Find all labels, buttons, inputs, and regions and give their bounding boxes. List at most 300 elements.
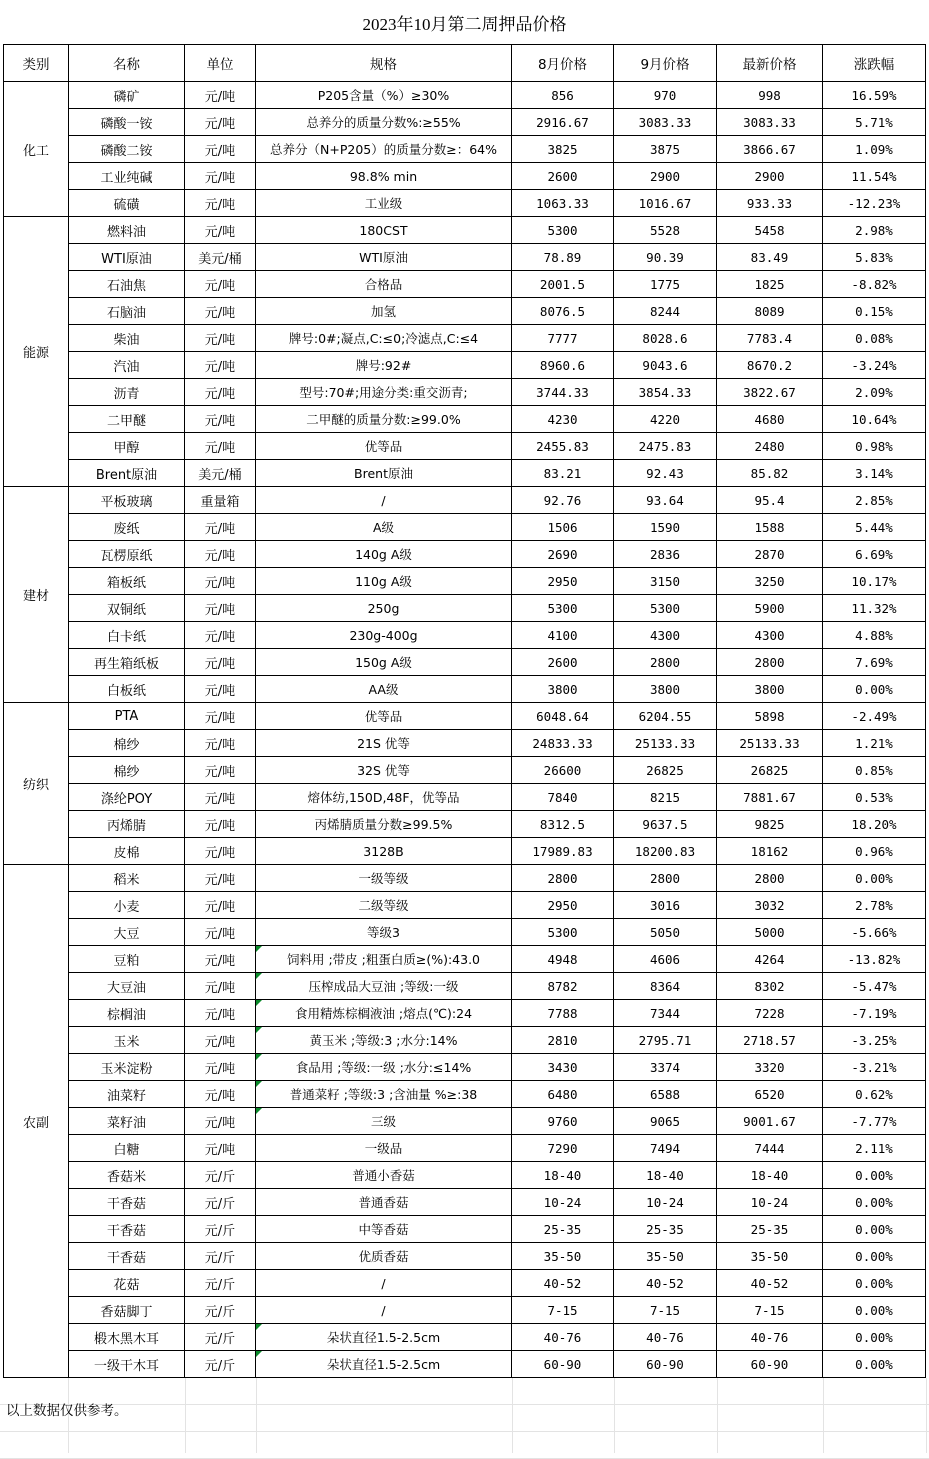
item-unit-cell[interactable]: 元/吨 — [185, 973, 256, 1000]
sep-price-cell[interactable]: 9043.6 — [614, 352, 717, 379]
item-unit-cell[interactable]: 元/吨 — [185, 352, 256, 379]
aug-price-cell[interactable]: 2600 — [512, 163, 614, 190]
aug-price-cell[interactable]: 2810 — [512, 1027, 614, 1054]
change-percent-cell[interactable]: 0.15% — [823, 298, 926, 325]
sep-price-cell[interactable]: 93.64 — [614, 487, 717, 514]
change-percent-cell[interactable]: 0.00% — [823, 1216, 926, 1243]
aug-price-cell[interactable]: 856 — [512, 82, 614, 109]
item-unit-cell[interactable]: 元/吨 — [185, 838, 256, 865]
item-spec-cell[interactable]: 98.8% min — [256, 163, 512, 190]
item-unit-cell[interactable]: 元/斤 — [185, 1243, 256, 1270]
aug-price-cell[interactable]: 2455.83 — [512, 433, 614, 460]
change-percent-cell[interactable]: 3.14% — [823, 460, 926, 487]
latest-price-cell[interactable]: 8089 — [717, 298, 823, 325]
item-name-cell[interactable]: 棉纱 — [69, 730, 185, 757]
item-name-cell[interactable]: 磷酸一铵 — [69, 109, 185, 136]
item-spec-cell[interactable]: 普通菜籽 ;等级:3 ;含油量 %≥:38 — [256, 1081, 512, 1108]
item-spec-cell[interactable]: 加氢 — [256, 298, 512, 325]
sep-price-cell[interactable]: 2475.83 — [614, 433, 717, 460]
change-percent-cell[interactable]: 0.00% — [823, 1324, 926, 1351]
item-unit-cell[interactable]: 元/吨 — [185, 622, 256, 649]
latest-price-cell[interactable]: 7444 — [717, 1135, 823, 1162]
change-percent-cell[interactable]: 0.00% — [823, 676, 926, 703]
aug-price-cell[interactable]: 8076.5 — [512, 298, 614, 325]
latest-price-cell[interactable]: 5898 — [717, 703, 823, 730]
change-percent-cell[interactable]: 5.44% — [823, 514, 926, 541]
sep-price-cell[interactable]: 92.43 — [614, 460, 717, 487]
item-spec-cell[interactable]: 牌号:0#;凝点,C:≤0;冷滤点,C:≤4 — [256, 325, 512, 352]
sep-price-cell[interactable]: 5050 — [614, 919, 717, 946]
latest-price-cell[interactable]: 60-90 — [717, 1351, 823, 1378]
change-percent-cell[interactable]: 0.53% — [823, 784, 926, 811]
sep-price-cell[interactable]: 7494 — [614, 1135, 717, 1162]
aug-price-cell[interactable]: 2950 — [512, 568, 614, 595]
item-spec-cell[interactable]: 黄玉米 ;等级:3 ;水分:14% — [256, 1027, 512, 1054]
change-percent-cell[interactable]: 2.09% — [823, 379, 926, 406]
category-cell[interactable]: 农副 — [4, 865, 69, 1378]
change-percent-cell[interactable]: 0.00% — [823, 1297, 926, 1324]
footnote[interactable]: 以上数据仅供参考。 — [6, 1403, 128, 1419]
header-name[interactable]: 名称 — [69, 45, 185, 82]
aug-price-cell[interactable]: 5300 — [512, 919, 614, 946]
item-unit-cell[interactable]: 元/吨 — [185, 190, 256, 217]
item-name-cell[interactable]: 棕榈油 — [69, 1000, 185, 1027]
item-unit-cell[interactable]: 元/吨 — [185, 1000, 256, 1027]
aug-price-cell[interactable]: 35-50 — [512, 1243, 614, 1270]
item-unit-cell[interactable]: 元/吨 — [185, 703, 256, 730]
change-percent-cell[interactable]: 10.17% — [823, 568, 926, 595]
sep-price-cell[interactable]: 1590 — [614, 514, 717, 541]
aug-price-cell[interactable]: 4948 — [512, 946, 614, 973]
change-percent-cell[interactable]: 0.00% — [823, 1351, 926, 1378]
latest-price-cell[interactable]: 3250 — [717, 568, 823, 595]
item-unit-cell[interactable]: 元/吨 — [185, 82, 256, 109]
sep-price-cell[interactable]: 1775 — [614, 271, 717, 298]
item-name-cell[interactable]: 白糖 — [69, 1135, 185, 1162]
item-name-cell[interactable]: 石油焦 — [69, 271, 185, 298]
item-unit-cell[interactable]: 元/吨 — [185, 1108, 256, 1135]
item-unit-cell[interactable]: 元/吨 — [185, 298, 256, 325]
aug-price-cell[interactable]: 92.76 — [512, 487, 614, 514]
latest-price-cell[interactable]: 18-40 — [717, 1162, 823, 1189]
aug-price-cell[interactable]: 60-90 — [512, 1351, 614, 1378]
sep-price-cell[interactable]: 7344 — [614, 1000, 717, 1027]
item-spec-cell[interactable]: / — [256, 1270, 512, 1297]
sep-price-cell[interactable]: 25-35 — [614, 1216, 717, 1243]
item-spec-cell[interactable]: 180CST — [256, 217, 512, 244]
latest-price-cell[interactable]: 40-52 — [717, 1270, 823, 1297]
aug-price-cell[interactable]: 3800 — [512, 676, 614, 703]
sep-price-cell[interactable]: 3083.33 — [614, 109, 717, 136]
item-unit-cell[interactable]: 元/吨 — [185, 109, 256, 136]
item-name-cell[interactable]: PTA — [69, 703, 185, 730]
sep-price-cell[interactable]: 2836 — [614, 541, 717, 568]
item-name-cell[interactable]: 玉米 — [69, 1027, 185, 1054]
sep-price-cell[interactable]: 18200.83 — [614, 838, 717, 865]
item-unit-cell[interactable]: 元/吨 — [185, 946, 256, 973]
aug-price-cell[interactable]: 7290 — [512, 1135, 614, 1162]
item-unit-cell[interactable]: 元/吨 — [185, 1054, 256, 1081]
aug-price-cell[interactable]: 2600 — [512, 649, 614, 676]
sep-price-cell[interactable]: 9065 — [614, 1108, 717, 1135]
category-cell[interactable]: 纺织 — [4, 703, 69, 865]
item-unit-cell[interactable]: 元/斤 — [185, 1216, 256, 1243]
latest-price-cell[interactable]: 7228 — [717, 1000, 823, 1027]
item-spec-cell[interactable]: 普通香菇 — [256, 1189, 512, 1216]
item-name-cell[interactable]: 硫磺 — [69, 190, 185, 217]
item-spec-cell[interactable]: A级 — [256, 514, 512, 541]
change-percent-cell[interactable]: 11.32% — [823, 595, 926, 622]
item-name-cell[interactable]: 甲醇 — [69, 433, 185, 460]
sep-price-cell[interactable]: 6588 — [614, 1081, 717, 1108]
sep-price-cell[interactable]: 90.39 — [614, 244, 717, 271]
item-spec-cell[interactable]: 牌号:92# — [256, 352, 512, 379]
item-name-cell[interactable]: 豆粕 — [69, 946, 185, 973]
item-spec-cell[interactable]: 优等品 — [256, 433, 512, 460]
item-name-cell[interactable]: 干香菇 — [69, 1216, 185, 1243]
aug-price-cell[interactable]: 6480 — [512, 1081, 614, 1108]
latest-price-cell[interactable]: 9825 — [717, 811, 823, 838]
item-unit-cell[interactable]: 美元/桶 — [185, 460, 256, 487]
item-unit-cell[interactable]: 元/吨 — [185, 379, 256, 406]
latest-price-cell[interactable]: 3032 — [717, 892, 823, 919]
item-name-cell[interactable]: 菜籽油 — [69, 1108, 185, 1135]
sep-price-cell[interactable]: 8364 — [614, 973, 717, 1000]
change-percent-cell[interactable]: 16.59% — [823, 82, 926, 109]
item-name-cell[interactable]: 磷酸二铵 — [69, 136, 185, 163]
item-spec-cell[interactable]: 二级等级 — [256, 892, 512, 919]
change-percent-cell[interactable]: 0.00% — [823, 1162, 926, 1189]
item-unit-cell[interactable]: 元/吨 — [185, 541, 256, 568]
item-unit-cell[interactable]: 元/斤 — [185, 1270, 256, 1297]
item-name-cell[interactable]: 废纸 — [69, 514, 185, 541]
aug-price-cell[interactable]: 4100 — [512, 622, 614, 649]
change-percent-cell[interactable]: -8.82% — [823, 271, 926, 298]
item-name-cell[interactable]: 平板玻璃 — [69, 487, 185, 514]
latest-price-cell[interactable]: 4300 — [717, 622, 823, 649]
aug-price-cell[interactable]: 26600 — [512, 757, 614, 784]
latest-price-cell[interactable]: 3822.67 — [717, 379, 823, 406]
latest-price-cell[interactable]: 3866.67 — [717, 136, 823, 163]
sep-price-cell[interactable]: 25133.33 — [614, 730, 717, 757]
item-name-cell[interactable]: 燃料油 — [69, 217, 185, 244]
item-unit-cell[interactable]: 元/吨 — [185, 595, 256, 622]
item-unit-cell[interactable]: 元/吨 — [185, 217, 256, 244]
aug-price-cell[interactable]: 7-15 — [512, 1297, 614, 1324]
sep-price-cell[interactable]: 9637.5 — [614, 811, 717, 838]
change-percent-cell[interactable]: -3.21% — [823, 1054, 926, 1081]
aug-price-cell[interactable]: 2690 — [512, 541, 614, 568]
item-unit-cell[interactable]: 元/吨 — [185, 784, 256, 811]
aug-price-cell[interactable]: 10-24 — [512, 1189, 614, 1216]
header-spec[interactable]: 规格 — [256, 45, 512, 82]
sep-price-cell[interactable]: 26825 — [614, 757, 717, 784]
category-cell[interactable]: 建材 — [4, 487, 69, 703]
item-name-cell[interactable]: 皮棉 — [69, 838, 185, 865]
latest-price-cell[interactable]: 5900 — [717, 595, 823, 622]
item-name-cell[interactable]: 一级干木耳 — [69, 1351, 185, 1378]
item-name-cell[interactable]: Brent原油 — [69, 460, 185, 487]
sep-price-cell[interactable]: 1016.67 — [614, 190, 717, 217]
sep-price-cell[interactable]: 2800 — [614, 865, 717, 892]
sep-price-cell[interactable]: 10-24 — [614, 1189, 717, 1216]
item-spec-cell[interactable]: 朵状直径1.5-2.5cm — [256, 1351, 512, 1378]
item-unit-cell[interactable]: 元/吨 — [185, 1027, 256, 1054]
sep-price-cell[interactable]: 4606 — [614, 946, 717, 973]
latest-price-cell[interactable]: 933.33 — [717, 190, 823, 217]
latest-price-cell[interactable]: 2480 — [717, 433, 823, 460]
item-spec-cell[interactable]: WTI原油 — [256, 244, 512, 271]
item-spec-cell[interactable]: AA级 — [256, 676, 512, 703]
category-cell[interactable]: 能源 — [4, 217, 69, 487]
change-percent-cell[interactable]: 7.69% — [823, 649, 926, 676]
item-name-cell[interactable]: 涤纶POY — [69, 784, 185, 811]
item-unit-cell[interactable]: 元/吨 — [185, 568, 256, 595]
latest-price-cell[interactable]: 18162 — [717, 838, 823, 865]
sep-price-cell[interactable]: 2795.71 — [614, 1027, 717, 1054]
latest-price-cell[interactable]: 10-24 — [717, 1189, 823, 1216]
item-spec-cell[interactable]: 21S 优等 — [256, 730, 512, 757]
sep-price-cell[interactable]: 5528 — [614, 217, 717, 244]
item-name-cell[interactable]: 稻米 — [69, 865, 185, 892]
sep-price-cell[interactable]: 4300 — [614, 622, 717, 649]
sep-price-cell[interactable]: 18-40 — [614, 1162, 717, 1189]
latest-price-cell[interactable]: 7881.67 — [717, 784, 823, 811]
aug-price-cell[interactable]: 40-52 — [512, 1270, 614, 1297]
latest-price-cell[interactable]: 95.4 — [717, 487, 823, 514]
change-percent-cell[interactable]: 0.85% — [823, 757, 926, 784]
item-name-cell[interactable]: 干香菇 — [69, 1243, 185, 1270]
header-change[interactable]: 涨跌幅 — [823, 45, 926, 82]
change-percent-cell[interactable]: -5.47% — [823, 973, 926, 1000]
aug-price-cell[interactable]: 3430 — [512, 1054, 614, 1081]
aug-price-cell[interactable]: 78.89 — [512, 244, 614, 271]
change-percent-cell[interactable]: -3.24% — [823, 352, 926, 379]
item-unit-cell[interactable]: 元/斤 — [185, 1351, 256, 1378]
item-name-cell[interactable]: 双铜纸 — [69, 595, 185, 622]
item-spec-cell[interactable]: 优等品 — [256, 703, 512, 730]
change-percent-cell[interactable]: 0.08% — [823, 325, 926, 352]
latest-price-cell[interactable]: 3800 — [717, 676, 823, 703]
aug-price-cell[interactable]: 17989.83 — [512, 838, 614, 865]
change-percent-cell[interactable]: 1.09% — [823, 136, 926, 163]
aug-price-cell[interactable]: 6048.64 — [512, 703, 614, 730]
sep-price-cell[interactable]: 3150 — [614, 568, 717, 595]
latest-price-cell[interactable]: 40-76 — [717, 1324, 823, 1351]
item-name-cell[interactable]: 磷矿 — [69, 82, 185, 109]
aug-price-cell[interactable]: 24833.33 — [512, 730, 614, 757]
aug-price-cell[interactable]: 2916.67 — [512, 109, 614, 136]
latest-price-cell[interactable]: 7783.4 — [717, 325, 823, 352]
item-name-cell[interactable]: 沥青 — [69, 379, 185, 406]
item-unit-cell[interactable]: 元/吨 — [185, 433, 256, 460]
sep-price-cell[interactable]: 2900 — [614, 163, 717, 190]
item-unit-cell[interactable]: 元/吨 — [185, 406, 256, 433]
aug-price-cell[interactable]: 7840 — [512, 784, 614, 811]
latest-price-cell[interactable]: 998 — [717, 82, 823, 109]
sep-price-cell[interactable]: 970 — [614, 82, 717, 109]
item-unit-cell[interactable]: 元/吨 — [185, 514, 256, 541]
item-spec-cell[interactable]: 总养分（N+P205）的质量分数≥：64% — [256, 136, 512, 163]
latest-price-cell[interactable]: 35-50 — [717, 1243, 823, 1270]
item-unit-cell[interactable]: 美元/桶 — [185, 244, 256, 271]
latest-price-cell[interactable]: 5458 — [717, 217, 823, 244]
sep-price-cell[interactable]: 4220 — [614, 406, 717, 433]
item-spec-cell[interactable]: 32S 优等 — [256, 757, 512, 784]
sep-price-cell[interactable]: 8028.6 — [614, 325, 717, 352]
category-cell[interactable]: 化工 — [4, 82, 69, 217]
item-spec-cell[interactable]: 二甲醚的质量分数:≥99.0% — [256, 406, 512, 433]
change-percent-cell[interactable]: 0.98% — [823, 433, 926, 460]
change-percent-cell[interactable]: 0.00% — [823, 1270, 926, 1297]
item-unit-cell[interactable]: 元/斤 — [185, 1297, 256, 1324]
item-spec-cell[interactable]: 熔体纺,150D,48F，优等品 — [256, 784, 512, 811]
change-percent-cell[interactable]: 10.64% — [823, 406, 926, 433]
latest-price-cell[interactable]: 2800 — [717, 649, 823, 676]
change-percent-cell[interactable]: -2.49% — [823, 703, 926, 730]
item-spec-cell[interactable]: 250g — [256, 595, 512, 622]
latest-price-cell[interactable]: 85.82 — [717, 460, 823, 487]
change-percent-cell[interactable]: 0.96% — [823, 838, 926, 865]
change-percent-cell[interactable]: 5.71% — [823, 109, 926, 136]
latest-price-cell[interactable]: 3083.33 — [717, 109, 823, 136]
item-spec-cell[interactable]: 230g-400g — [256, 622, 512, 649]
item-name-cell[interactable]: 大豆 — [69, 919, 185, 946]
item-spec-cell[interactable]: 丙烯腈质量分数≥99.5% — [256, 811, 512, 838]
item-name-cell[interactable]: 大豆油 — [69, 973, 185, 1000]
item-name-cell[interactable]: 工业纯碱 — [69, 163, 185, 190]
item-name-cell[interactable]: 棉纱 — [69, 757, 185, 784]
item-spec-cell[interactable]: 合格品 — [256, 271, 512, 298]
latest-price-cell[interactable]: 2870 — [717, 541, 823, 568]
sep-price-cell[interactable]: 3374 — [614, 1054, 717, 1081]
sep-price-cell[interactable]: 7-15 — [614, 1297, 717, 1324]
item-spec-cell[interactable]: 普通小香菇 — [256, 1162, 512, 1189]
item-name-cell[interactable]: 二甲醚 — [69, 406, 185, 433]
item-unit-cell[interactable]: 元/吨 — [185, 325, 256, 352]
latest-price-cell[interactable]: 26825 — [717, 757, 823, 784]
latest-price-cell[interactable]: 7-15 — [717, 1297, 823, 1324]
aug-price-cell[interactable]: 7788 — [512, 1000, 614, 1027]
aug-price-cell[interactable]: 25-35 — [512, 1216, 614, 1243]
item-name-cell[interactable]: 白卡纸 — [69, 622, 185, 649]
aug-price-cell[interactable]: 5300 — [512, 217, 614, 244]
sep-price-cell[interactable]: 3854.33 — [614, 379, 717, 406]
item-spec-cell[interactable]: 三级 — [256, 1108, 512, 1135]
latest-price-cell[interactable]: 2900 — [717, 163, 823, 190]
item-unit-cell[interactable]: 元/吨 — [185, 163, 256, 190]
item-spec-cell[interactable]: 一级等级 — [256, 865, 512, 892]
item-unit-cell[interactable]: 元/斤 — [185, 1189, 256, 1216]
latest-price-cell[interactable]: 6520 — [717, 1081, 823, 1108]
change-percent-cell[interactable]: 0.00% — [823, 865, 926, 892]
item-name-cell[interactable]: 椴木黑木耳 — [69, 1324, 185, 1351]
item-name-cell[interactable]: 石脑油 — [69, 298, 185, 325]
latest-price-cell[interactable]: 4264 — [717, 946, 823, 973]
item-spec-cell[interactable]: P205含量（%）≥30% — [256, 82, 512, 109]
sep-price-cell[interactable]: 6204.55 — [614, 703, 717, 730]
item-unit-cell[interactable]: 元/吨 — [185, 136, 256, 163]
latest-price-cell[interactable]: 1588 — [717, 514, 823, 541]
sep-price-cell[interactable]: 3875 — [614, 136, 717, 163]
item-spec-cell[interactable]: Brent原油 — [256, 460, 512, 487]
change-percent-cell[interactable]: 18.20% — [823, 811, 926, 838]
item-unit-cell[interactable]: 元/吨 — [185, 730, 256, 757]
sep-price-cell[interactable]: 3800 — [614, 676, 717, 703]
latest-price-cell[interactable]: 8670.2 — [717, 352, 823, 379]
item-unit-cell[interactable]: 元/吨 — [185, 892, 256, 919]
item-spec-cell[interactable]: 总养分的质量分数%:≥55% — [256, 109, 512, 136]
item-name-cell[interactable]: 花菇 — [69, 1270, 185, 1297]
change-percent-cell[interactable]: 4.88% — [823, 622, 926, 649]
change-percent-cell[interactable]: 2.98% — [823, 217, 926, 244]
change-percent-cell[interactable]: -13.82% — [823, 946, 926, 973]
latest-price-cell[interactable]: 3320 — [717, 1054, 823, 1081]
aug-price-cell[interactable]: 3744.33 — [512, 379, 614, 406]
aug-price-cell[interactable]: 1506 — [512, 514, 614, 541]
sep-price-cell[interactable]: 2800 — [614, 649, 717, 676]
item-unit-cell[interactable]: 元/吨 — [185, 1081, 256, 1108]
item-unit-cell[interactable]: 元/吨 — [185, 865, 256, 892]
item-name-cell[interactable]: 油菜籽 — [69, 1081, 185, 1108]
latest-price-cell[interactable]: 25133.33 — [717, 730, 823, 757]
item-name-cell[interactable]: 丙烯腈 — [69, 811, 185, 838]
aug-price-cell[interactable]: 8782 — [512, 973, 614, 1000]
item-name-cell[interactable]: 白板纸 — [69, 676, 185, 703]
latest-price-cell[interactable]: 2718.57 — [717, 1027, 823, 1054]
latest-price-cell[interactable]: 1825 — [717, 271, 823, 298]
sep-price-cell[interactable]: 8244 — [614, 298, 717, 325]
item-spec-cell[interactable]: 中等香菇 — [256, 1216, 512, 1243]
change-percent-cell[interactable]: 2.11% — [823, 1135, 926, 1162]
item-unit-cell[interactable]: 重量箱 — [185, 487, 256, 514]
aug-price-cell[interactable]: 2001.5 — [512, 271, 614, 298]
item-unit-cell[interactable]: 元/吨 — [185, 811, 256, 838]
aug-price-cell[interactable]: 7777 — [512, 325, 614, 352]
change-percent-cell[interactable]: 2.85% — [823, 487, 926, 514]
item-spec-cell[interactable]: 型号:70#;用途分类:重交沥青; — [256, 379, 512, 406]
sep-price-cell[interactable]: 35-50 — [614, 1243, 717, 1270]
item-name-cell[interactable]: 干香菇 — [69, 1189, 185, 1216]
latest-price-cell[interactable]: 2800 — [717, 865, 823, 892]
change-percent-cell[interactable]: 1.21% — [823, 730, 926, 757]
aug-price-cell[interactable]: 1063.33 — [512, 190, 614, 217]
item-spec-cell[interactable]: 3128B — [256, 838, 512, 865]
header-sep-price[interactable]: 9月价格 — [614, 45, 717, 82]
item-unit-cell[interactable]: 元/吨 — [185, 757, 256, 784]
item-name-cell[interactable]: 柴油 — [69, 325, 185, 352]
aug-price-cell[interactable]: 8960.6 — [512, 352, 614, 379]
item-spec-cell[interactable]: 优质香菇 — [256, 1243, 512, 1270]
item-unit-cell[interactable]: 元/吨 — [185, 1135, 256, 1162]
item-spec-cell[interactable]: / — [256, 1297, 512, 1324]
latest-price-cell[interactable]: 9001.67 — [717, 1108, 823, 1135]
item-name-cell[interactable]: 香菇米 — [69, 1162, 185, 1189]
item-spec-cell[interactable]: 饲料用 ;带皮 ;粗蛋白质≥(%):43.0 — [256, 946, 512, 973]
item-spec-cell[interactable]: 工业级 — [256, 190, 512, 217]
item-spec-cell[interactable]: / — [256, 487, 512, 514]
item-name-cell[interactable]: 箱板纸 — [69, 568, 185, 595]
item-unit-cell[interactable]: 元/吨 — [185, 919, 256, 946]
item-spec-cell[interactable]: 等级3 — [256, 919, 512, 946]
item-name-cell[interactable]: 香菇脚丁 — [69, 1297, 185, 1324]
header-latest-price[interactable]: 最新价格 — [717, 45, 823, 82]
sep-price-cell[interactable]: 5300 — [614, 595, 717, 622]
aug-price-cell[interactable]: 4230 — [512, 406, 614, 433]
change-percent-cell[interactable]: 2.78% — [823, 892, 926, 919]
item-spec-cell[interactable]: 食用精炼棕榈液油 ;熔点(℃):24 — [256, 1000, 512, 1027]
item-spec-cell[interactable]: 150g A级 — [256, 649, 512, 676]
